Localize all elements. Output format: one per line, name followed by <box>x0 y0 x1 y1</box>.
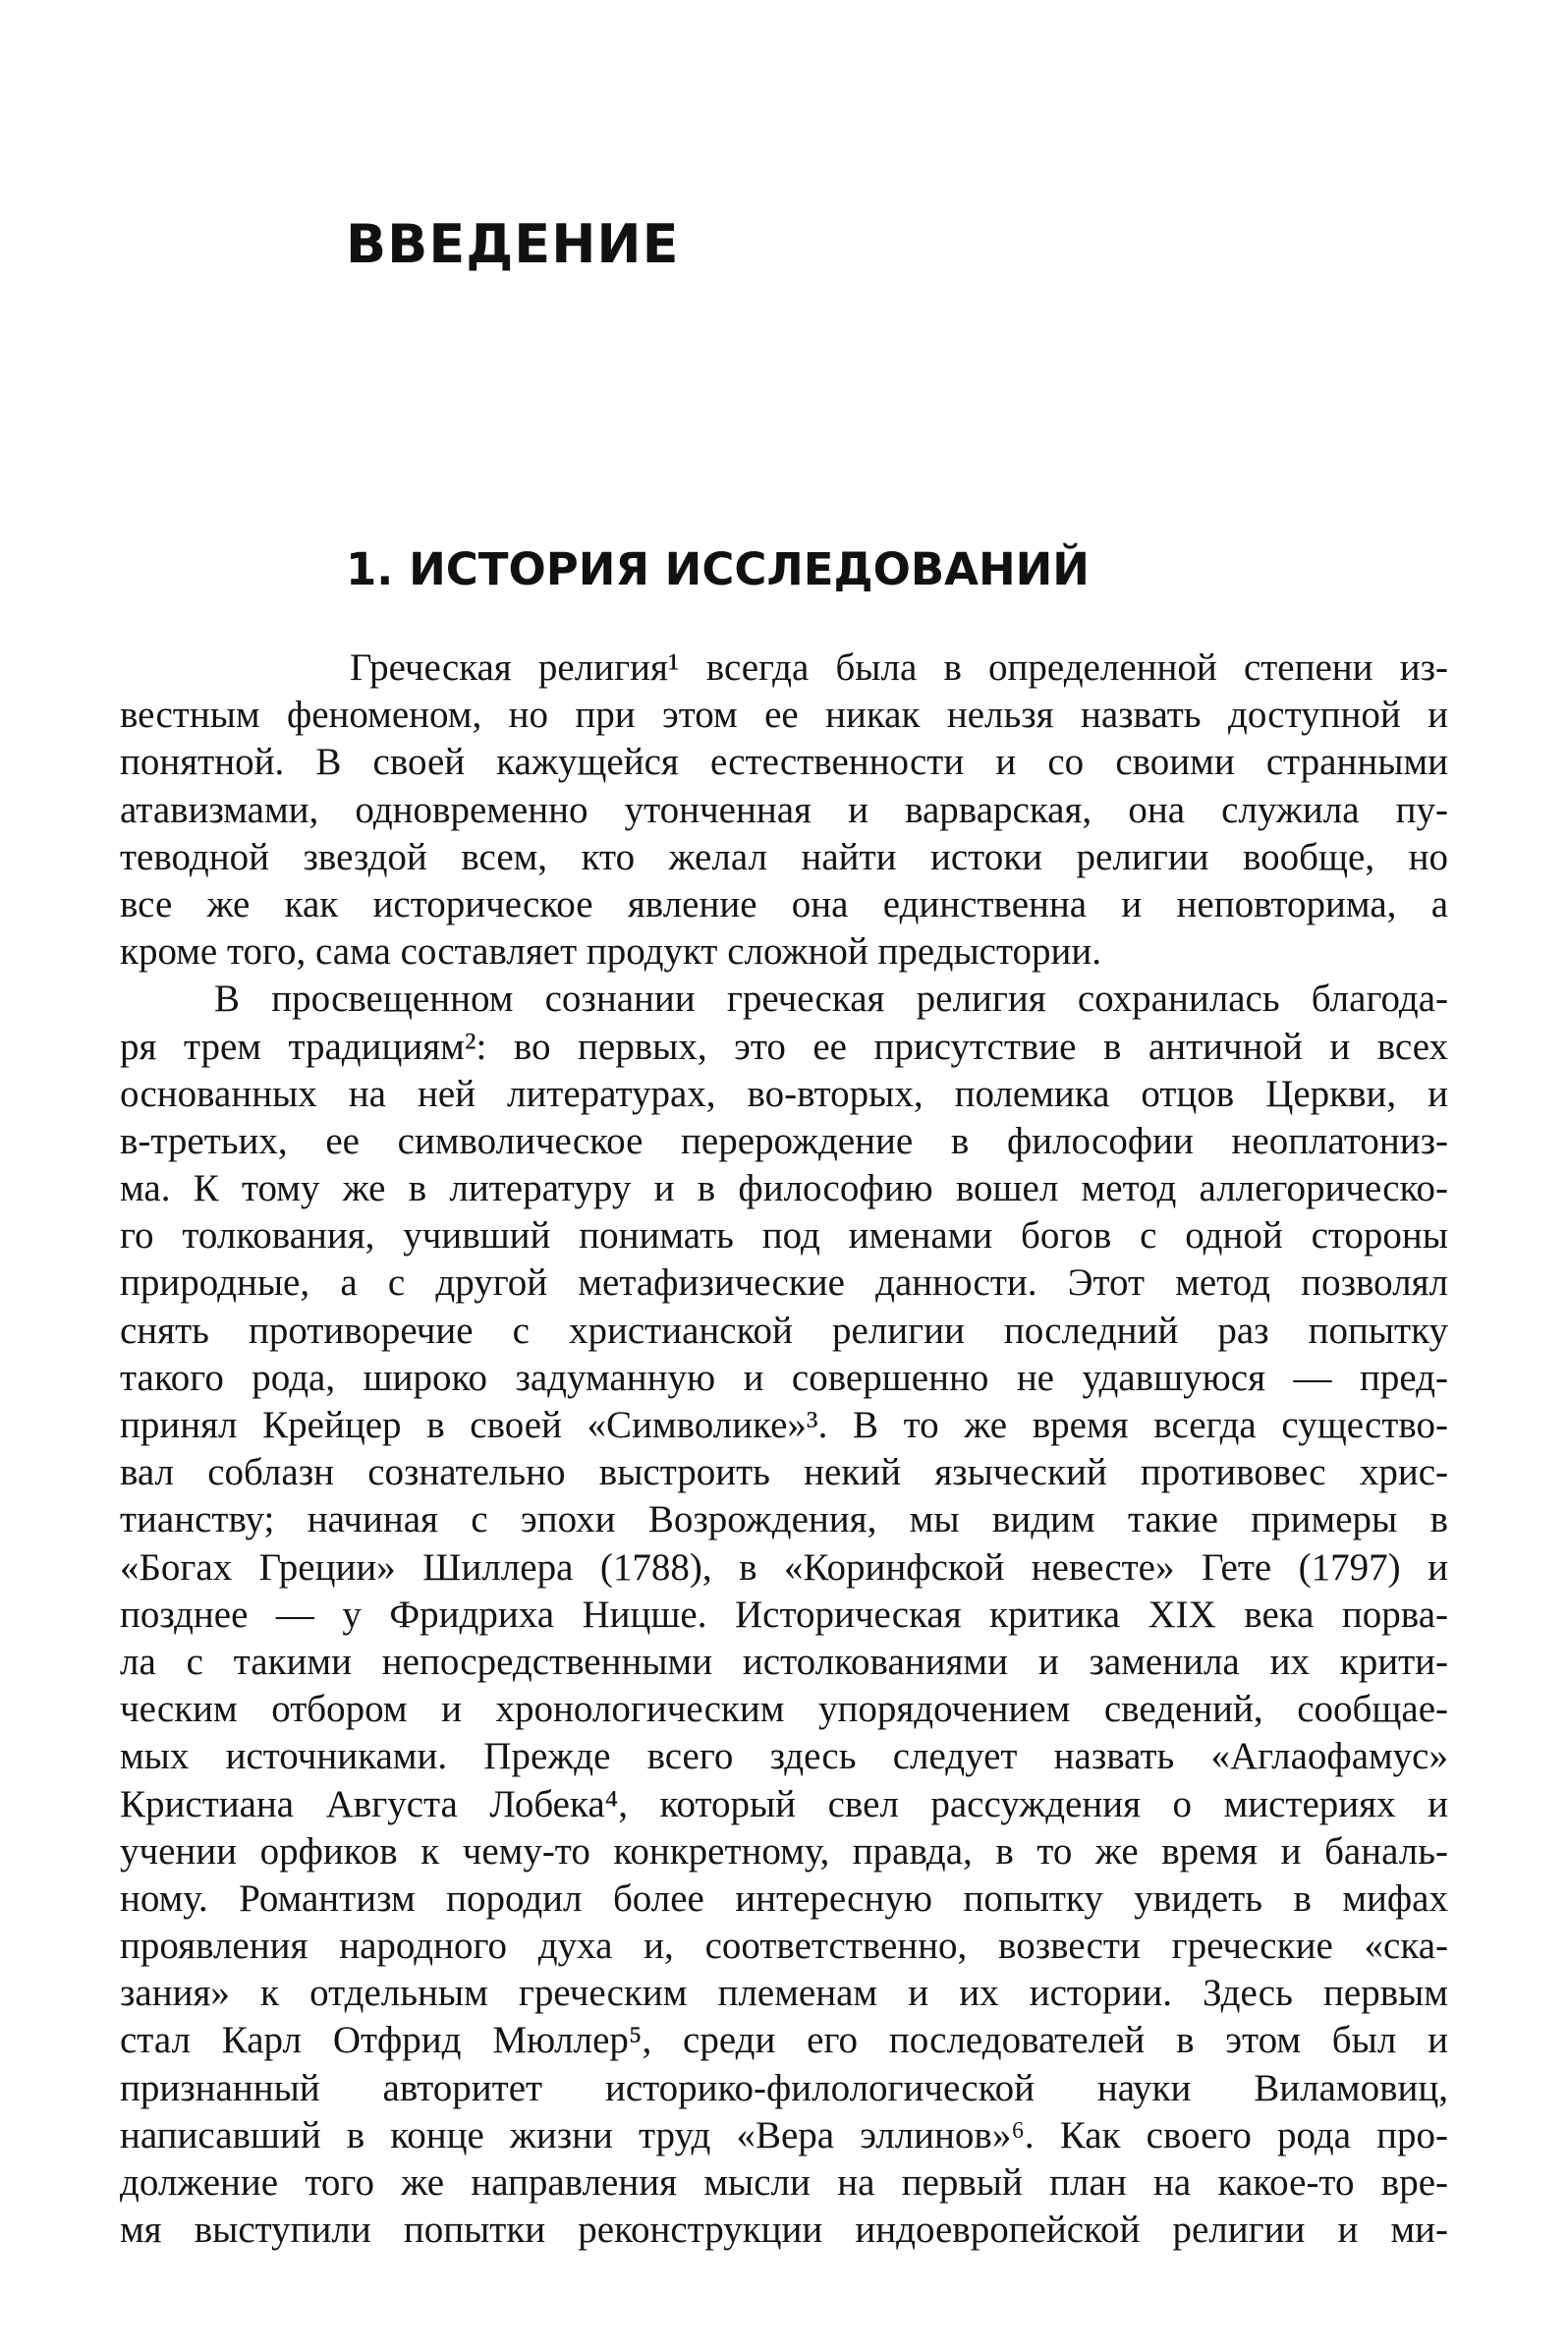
text-line: должение того же направления мысли на первый план на какое-то вре- <box>120 2161 1448 2204</box>
text-line: кроме того, сама составляет продукт сложной предыстории. <box>120 930 1101 974</box>
text-line: признанный авторитет историко-филологической науки Виламовиц, <box>120 2066 1448 2109</box>
text-line: го толкования, учивший понимать под именами богов с одной стороны <box>120 1214 1448 1258</box>
text-line: «Богах Греции» Шиллера (1788), в «Коринфской невесте» Гете (1797) и <box>120 1545 1448 1589</box>
text-line: написавший в конце жизни труд «Вера эллинов»⁶. Как своего рода про- <box>120 2113 1448 2156</box>
text-line: в-третьих, ее символическое перерождение в философии неоплатониз- <box>120 1119 1448 1162</box>
text-line: тианству; начиная с эпохи Возрождения, мы видим такие примеры в <box>120 1498 1448 1541</box>
text-line: зания» к отдельным греческим племенам и их истории. Здесь первым <box>120 1972 1448 2015</box>
text-line: мых источниками. Прежде всего здесь следует назвать «Аглаофамус» <box>120 1735 1448 1778</box>
text-line: ря трем традициям²: во первых, это ее присутствие в античной и всех <box>120 1025 1448 1068</box>
text-line: проявления народного духа и, соответственно, возвести греческие «ска- <box>120 1925 1448 1968</box>
text-line: теводной звездой всем, кто желал найти истоки религии вообще, но <box>120 835 1448 878</box>
text-line: природные, а с другой метафизические данности. Этот метод позволял <box>120 1261 1448 1305</box>
text-line: учении орфиков к чему-то конкретному, правда, в то же время и баналь- <box>120 1829 1448 1873</box>
paragraph-1 <box>120 644 1448 976</box>
text-line: принял Крейцер в своей «Символике»³. В то же время всегда существо- <box>120 1404 1448 1446</box>
text-line: вестным феноменом, но при этом ее никак нельзя назвать доступной и <box>120 694 1448 737</box>
text-line: мя выступили попытки реконструкции индоевропейской религии и ми- <box>120 2209 1448 2252</box>
body-text <box>120 644 1448 2254</box>
text-line: основанных на ней литературах, во-вторых, полемика отцов Церкви, и <box>120 1072 1448 1115</box>
text-line: позднее — у Фридриха Ницше. Историческая критика XIX века порва- <box>120 1593 1448 1636</box>
text-line: стал Карл Отфрид Мюллер⁵, среди его последователей в этом был и <box>120 2019 1448 2062</box>
text-line: ному. Романтизм породил более интересную попытку увидеть в мифах <box>120 1876 1448 1920</box>
chapter-title: ВВЕДЕНИЕ <box>346 213 680 275</box>
text-line: снять противоречие с христианской религии последний раз попытку <box>120 1309 1448 1352</box>
text-line: такого рода, широко задуманную и совершенно не удавшуюся — пред- <box>120 1356 1448 1399</box>
text-line: ческим отбором и хронологическим упорядочением сведений, сообщае- <box>120 1688 1448 1731</box>
text-line: понятной. В своей кажущейся естественности и со своими странными <box>120 741 1448 784</box>
text-line: Греческая религия¹ всегда была в определенной степени из- <box>350 646 1448 689</box>
section-title: 1. ИСТОРИЯ ИССЛЕДОВАНИЙ <box>346 543 1090 595</box>
text-line: все же как историческое явление она единственна и неповторима, а <box>120 882 1448 925</box>
text-line: ма. К тому же в литературу и в философию вошел метод аллегорическо- <box>120 1167 1448 1210</box>
text-line: Кристиана Августа Лобека⁴, который свел рассуждения о мистериях и <box>120 1782 1448 1825</box>
text-line: вал соблазн сознательно выстроить некий языческий противовес хрис- <box>120 1451 1448 1494</box>
paragraph-2 <box>120 976 1448 2254</box>
text-line: атавизмами, одновременно утонченная и варварская, она служила пу- <box>120 788 1448 831</box>
text-line: В просвещенном сознании греческая религия сохранилась благода- <box>214 978 1448 1021</box>
text-line: ла с такими непосредственными истолкованиями и заменила их крити- <box>120 1640 1448 1683</box>
